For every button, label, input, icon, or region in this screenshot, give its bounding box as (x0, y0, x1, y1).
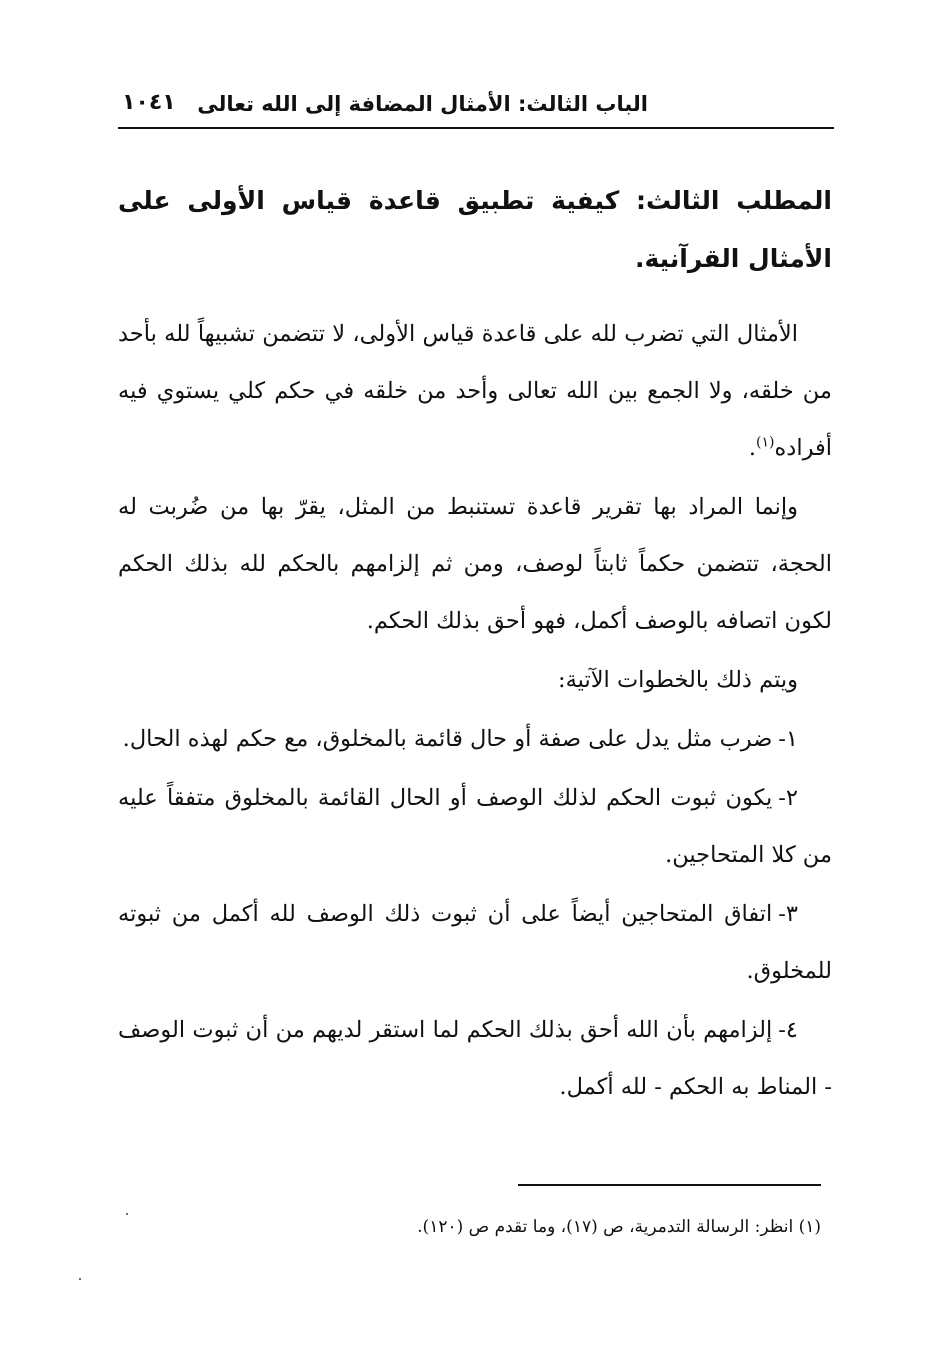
step-text: ضرب مثل يدل على صفة أو حال قائمة بالمخلوق، مع حكم لهذه الحال. (122, 726, 773, 752)
running-header-title: الباب الثالث: الأمثال المضافة إلى الله تعالى (197, 92, 648, 116)
step-text: اتفاق المتحاجين أيضاً على أن ثبوت ذلك الوصف لله أكمل من ثبوته للمخلوق. (118, 901, 832, 984)
step-item (118, 711, 832, 768)
step-text: إلزامهم بأن الله أحق بذلك الحكم لما استقر لديهم من أن ثبوت الوصف - المناط به الحكم - لله أكمل. (118, 1017, 832, 1100)
paragraph-3: ويتم ذلك بالخطوات الآتية: (558, 667, 798, 693)
footnote-text: انظر: الرسالة التدمرية، ص (١٧)، وما تقدم ص (١٢٠). (417, 1217, 794, 1237)
footnote-rule (518, 1184, 821, 1186)
step-number: ٣- (778, 901, 798, 927)
section-heading: المطلب الثالث: كيفية تطبيق قاعدة قياس الأولى على الأمثال القرآنية. (118, 186, 832, 273)
paragraph-1 (118, 306, 832, 477)
footnote (105, 1213, 821, 1241)
page-number: ١٠٤١ (122, 90, 176, 115)
step-number: ٢- (778, 785, 798, 811)
footnote-reference: (١) (756, 434, 775, 451)
step-number: ٤- (778, 1017, 798, 1043)
step-text: يكون ثبوت الحكم لذلك الوصف أو الحال القائمة بالمخلوق متفقاً عليه من كلا المتحاجين. (118, 785, 832, 868)
step-item (118, 1002, 832, 1116)
scan-speck (79, 1278, 81, 1280)
body-text (118, 172, 832, 1118)
paragraph-1-end: . (748, 435, 757, 461)
running-header (118, 88, 834, 124)
header-rule (118, 127, 834, 129)
paragraph-1-text: الأمثال التي تضرب لله على قاعدة قياس الأولى، لا تتضمن تشبيهاً لله بأحد من خلقه، ولا الجمع بين الله تعالى وأحد من خلقه في حكم كلي يستوي فيه أفراده (118, 321, 832, 461)
paragraph-2: وإنما المراد بها تقرير قاعدة تستنبط من المثل، يقرّ بها من ضُربت له الحجة، تتضمن حكماً ثابتاً لوصف، ومن ثم إلزامهم بالحكم لله بذلك الحكم لكون اتصافه بالوصف أكمل، فهو أحق بذلك الحكم. (118, 494, 832, 634)
step-item (118, 770, 832, 884)
step-number: ١- (778, 726, 798, 752)
scan-speck (126, 1213, 128, 1215)
step-item (118, 886, 832, 1000)
footnote-marker: (١) (798, 1217, 821, 1237)
